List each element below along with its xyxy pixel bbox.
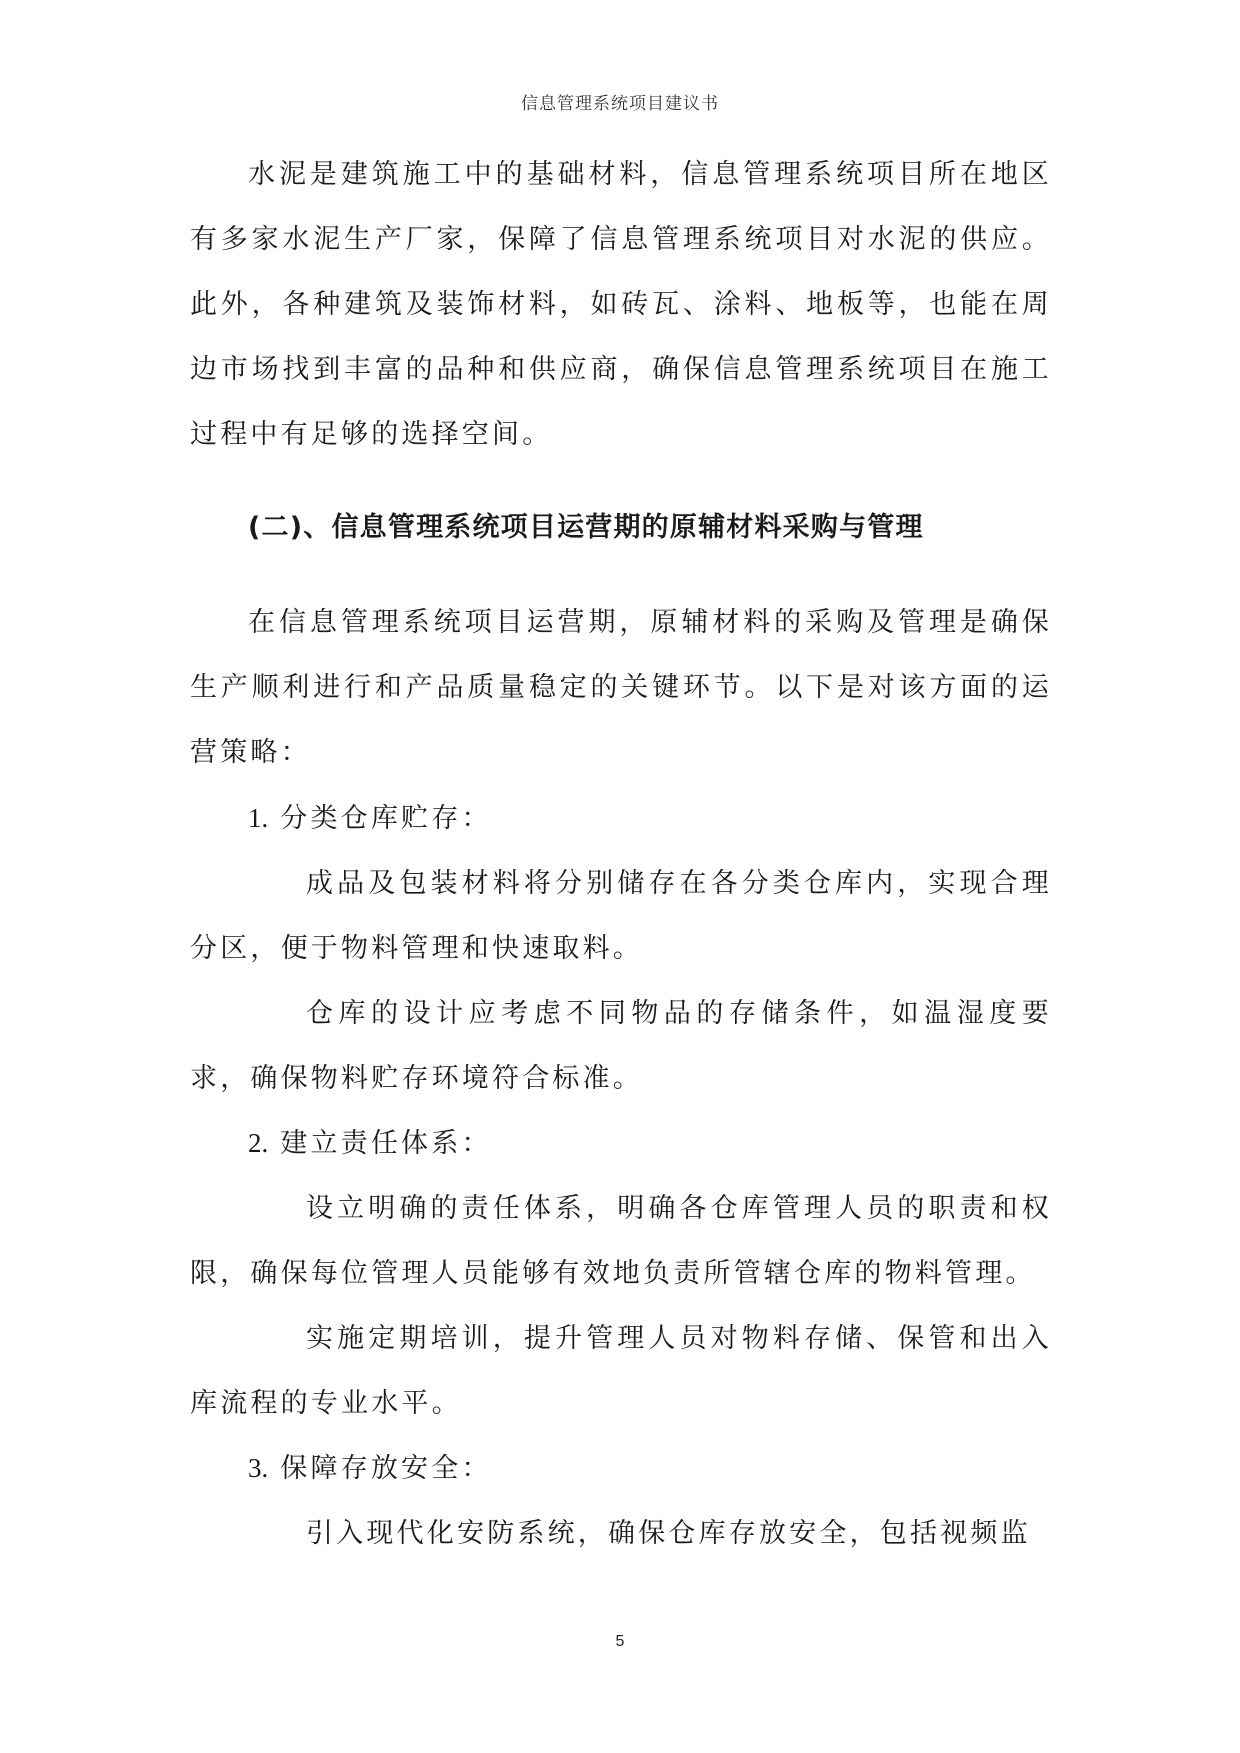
list-number: 2. [248, 1128, 269, 1158]
page-number: 5 [615, 1633, 625, 1650]
list-item-3 [248, 1436, 492, 1501]
running-header: 信息管理系统项目建议书 [521, 94, 719, 114]
list-number: 3. [248, 1453, 269, 1483]
paragraph-operations-intro: 在信息管理系统项目运营期，原辅材料的采购及管理是确保生产顺利进行和产品质量稳定的关键环节。以下是对该方面的运营策略： [190, 607, 1052, 768]
list-title: 分类仓库贮存： [280, 803, 492, 834]
list-item-1 [248, 786, 492, 851]
list-item-2 [248, 1111, 492, 1176]
paragraph-training: 实施定期培训，提升管理人员对物料存储、保管和出入库流程的专业水平。 [190, 1323, 1052, 1419]
paragraph-warehouse-design: 仓库的设计应考虑不同物品的存储条件，如温湿度要求，确保物料贮存环境符合标准。 [190, 998, 1052, 1094]
list-title: 保障存放安全： [280, 1453, 492, 1484]
list-number: 1. [248, 803, 269, 833]
paragraph-security-system: 引入现代化安防系统，确保仓库存放安全，包括视频监 [306, 1518, 1031, 1549]
section-heading: (二)、信息管理系统项目运营期的原辅材料采购与管理 [248, 512, 924, 543]
paragraph-warehouse-zoning: 成品及包装材料将分别储存在各分类仓库内，实现合理分区，便于物料管理和快速取料。 [190, 868, 1052, 964]
paragraph-cement-supply: 水泥是建筑施工中的基础材料，信息管理系统项目所在地区有多家水泥生产厂家，保障了信息管理系统项目对水泥的供应。此外，各种建筑及装饰材料，如砖瓦、涂料、地板等，也能在周边市场找到丰富的品种和供应商，确保信息管理系统项目在施工过程中有足够的选择空间。 [190, 159, 1052, 450]
list-title: 建立责任体系： [280, 1128, 492, 1159]
paragraph-responsibility-system: 设立明确的责任体系，明确各仓库管理人员的职责和权限，确保每位管理人员能够有效地负责所管辖仓库的物料管理。 [190, 1193, 1052, 1289]
